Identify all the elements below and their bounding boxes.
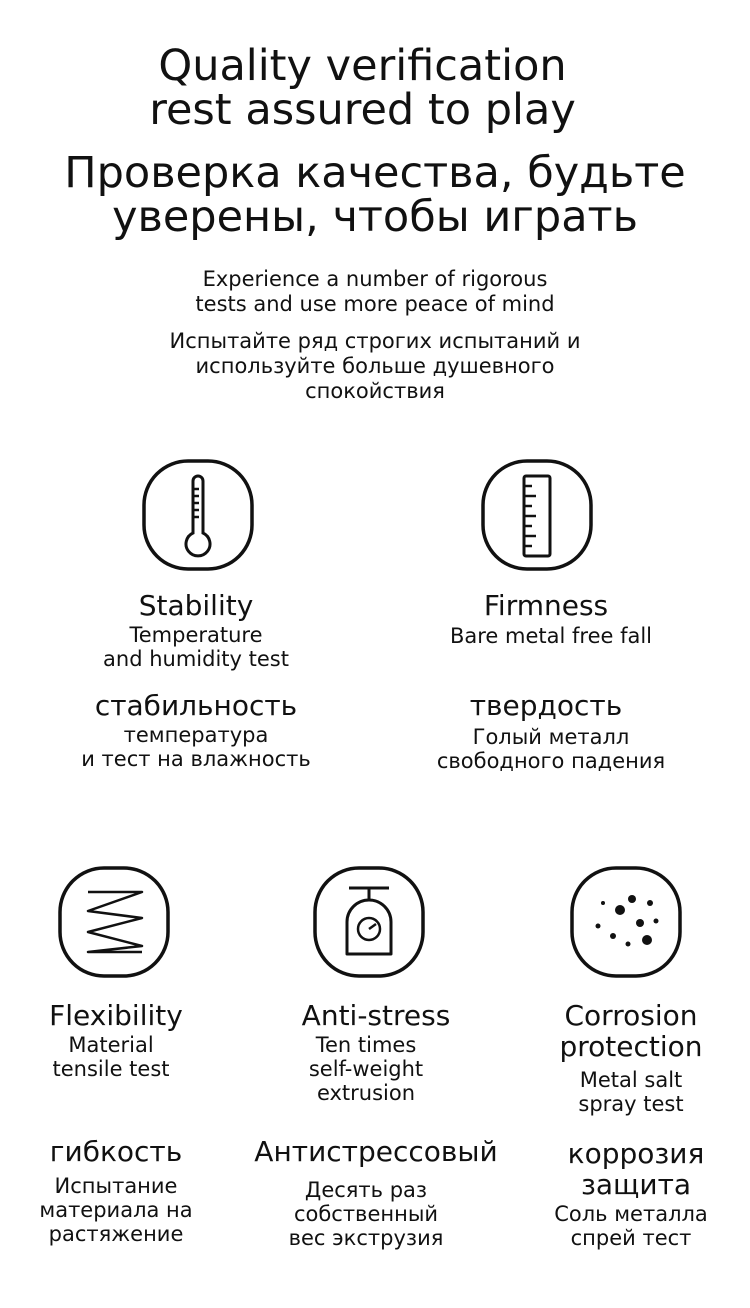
feature-title-en-firmness: Firmness <box>483 589 609 622</box>
feature-desc-ru-stability: температура и тест на влажность <box>81 723 311 771</box>
feature-title-en-corrosion: Corrosion protection <box>559 999 703 1063</box>
thermometer-icon <box>142 459 254 571</box>
intro-text-russian: Испытайте ряд строгих испытаний и используйте больше душевного спокойствия <box>169 329 581 403</box>
feature-desc-en-flexibility: Material tensile test <box>52 1033 170 1081</box>
feature-title-ru-corrosion: коррозия защита <box>567 1137 705 1201</box>
feature-title-ru-stability: стабильность <box>94 689 298 722</box>
feature-desc-ru-flexibility: Испытание материала на растяжение <box>39 1174 193 1246</box>
feature-desc-en-corrosion: Metal salt spray test <box>578 1068 684 1116</box>
ruler-icon <box>481 459 593 571</box>
feature-desc-ru-firmness: Голый металл свободного падения <box>436 725 666 773</box>
page-title-english: Quality verification rest assured to play <box>149 41 576 135</box>
feature-title-ru-flexibility: гибкость <box>49 1135 183 1168</box>
feature-desc-en-firmness: Bare metal free fall <box>449 624 653 648</box>
feature-desc-ru-corrosion: Соль металла спрей тест <box>554 1202 708 1250</box>
feature-title-en-flexibility: Flexibility <box>49 999 183 1032</box>
weighing-scale-icon <box>313 866 425 978</box>
intro-text-english: Experience a number of rigorous tests and use more peace of mind <box>195 267 555 316</box>
corrosion-dots-icon <box>570 866 682 978</box>
page-title-russian: Проверка качества, будьте уверены, чтобы играть <box>64 148 686 242</box>
feature-desc-ru-anti-stress: Десять раз собственный вес экструзия <box>288 1178 444 1250</box>
feature-desc-en-stability: Temperature and humidity test <box>103 623 289 671</box>
spring-zigzag-icon <box>58 866 170 978</box>
feature-title-en-stability: Stability <box>138 589 254 622</box>
feature-title-en-anti-stress: Anti-stress <box>301 999 451 1032</box>
feature-title-ru-anti-stress: Антистрессовый <box>254 1135 498 1168</box>
feature-title-ru-firmness: твердость <box>469 689 623 722</box>
feature-desc-en-anti-stress: Ten times self-weight extrusion <box>308 1033 424 1105</box>
